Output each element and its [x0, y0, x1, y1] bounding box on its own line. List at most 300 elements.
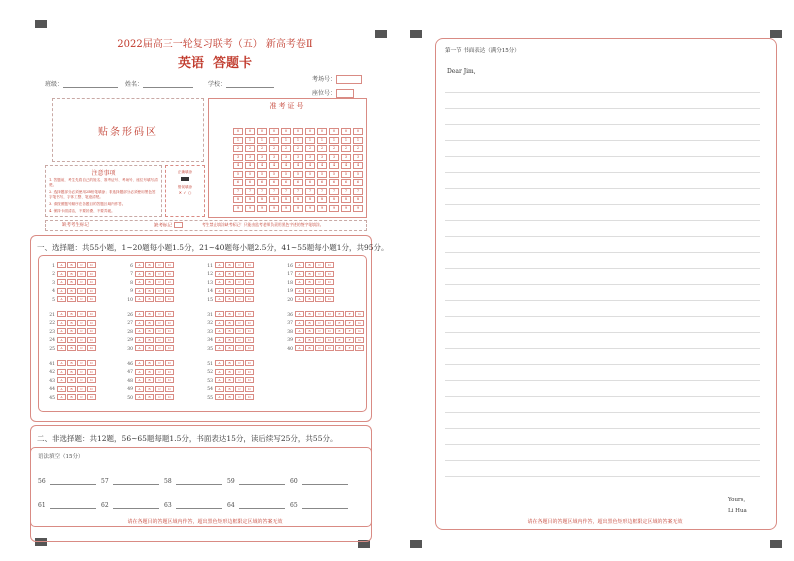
option-bubble[interactable]: A: [215, 296, 224, 302]
writing-line[interactable]: [445, 460, 760, 461]
ticket-digit-bubble[interactable]: 4: [341, 162, 351, 169]
option-bubble[interactable]: D: [165, 279, 174, 285]
option-bubble[interactable]: C: [155, 296, 164, 302]
option-bubble[interactable]: D: [325, 262, 334, 268]
option-bubble[interactable]: D: [165, 328, 174, 334]
writing-line[interactable]: [445, 252, 760, 253]
option-bubble[interactable]: D: [325, 311, 334, 317]
option-bubble[interactable]: F: [345, 328, 354, 334]
name-field[interactable]: [125, 79, 193, 88]
ticket-digit-bubble[interactable]: 2: [353, 145, 363, 152]
option-bubble[interactable]: D: [245, 369, 254, 375]
ticket-digit-bubble[interactable]: 7: [341, 188, 351, 195]
blank-answer-field[interactable]: [290, 477, 348, 485]
option-bubble[interactable]: A: [135, 262, 144, 268]
writing-line[interactable]: [445, 412, 760, 413]
option-bubble[interactable]: C: [315, 328, 324, 334]
option-bubble[interactable]: D: [165, 262, 174, 268]
ticket-digit-bubble[interactable]: 7: [257, 188, 267, 195]
option-bubble[interactable]: C: [77, 360, 86, 366]
writing-line[interactable]: [445, 92, 760, 93]
option-bubble[interactable]: C: [235, 271, 244, 277]
writing-line[interactable]: [445, 284, 760, 285]
ticket-digit-bubble[interactable]: 6: [245, 179, 255, 186]
writing-line[interactable]: [445, 396, 760, 397]
option-bubble[interactable]: B: [145, 377, 154, 383]
ticket-digit-bubble[interactable]: 4: [317, 162, 327, 169]
ticket-digit-bubble[interactable]: 7: [245, 188, 255, 195]
option-bubble[interactable]: C: [155, 377, 164, 383]
option-bubble[interactable]: A: [57, 328, 66, 334]
ticket-digit-bubble[interactable]: 8: [329, 196, 339, 203]
ticket-digit-bubble[interactable]: 8: [353, 196, 363, 203]
ticket-digit-bubble[interactable]: 7: [329, 188, 339, 195]
option-bubble[interactable]: D: [245, 345, 254, 351]
ticket-digit-bubble[interactable]: 0: [305, 128, 315, 135]
option-bubble[interactable]: C: [77, 386, 86, 392]
option-bubble[interactable]: B: [67, 296, 76, 302]
option-bubble[interactable]: B: [225, 320, 234, 326]
writing-line[interactable]: [445, 188, 760, 189]
ticket-digit-bubble[interactable]: 1: [293, 137, 303, 144]
option-bubble[interactable]: D: [325, 296, 334, 302]
option-bubble[interactable]: D: [87, 377, 96, 383]
writing-line[interactable]: [445, 300, 760, 301]
option-bubble[interactable]: C: [315, 337, 324, 343]
option-bubble[interactable]: C: [155, 369, 164, 375]
writing-line[interactable]: [445, 380, 760, 381]
option-bubble[interactable]: D: [87, 337, 96, 343]
writing-line[interactable]: [445, 428, 760, 429]
option-bubble[interactable]: A: [295, 311, 304, 317]
option-bubble[interactable]: C: [155, 279, 164, 285]
option-bubble[interactable]: A: [57, 394, 66, 400]
option-bubble[interactable]: A: [215, 345, 224, 351]
ticket-digit-bubble[interactable]: 3: [305, 154, 315, 161]
option-bubble[interactable]: D: [165, 386, 174, 392]
option-bubble[interactable]: C: [155, 337, 164, 343]
ticket-digit-bubble[interactable]: 0: [233, 128, 243, 135]
blank-answer-field[interactable]: [227, 477, 285, 485]
writing-line[interactable]: [445, 220, 760, 221]
option-bubble[interactable]: B: [67, 288, 76, 294]
option-bubble[interactable]: C: [315, 345, 324, 351]
ticket-digit-bubble[interactable]: 7: [317, 188, 327, 195]
writing-line[interactable]: [445, 476, 760, 477]
option-bubble[interactable]: B: [145, 345, 154, 351]
option-bubble[interactable]: C: [155, 360, 164, 366]
option-bubble[interactable]: A: [295, 288, 304, 294]
ticket-digit-bubble[interactable]: 7: [233, 188, 243, 195]
option-bubble[interactable]: B: [67, 394, 76, 400]
blank-answer-field[interactable]: [38, 477, 96, 485]
option-bubble[interactable]: D: [165, 296, 174, 302]
option-bubble[interactable]: E: [335, 345, 344, 351]
option-bubble[interactable]: A: [135, 369, 144, 375]
option-bubble[interactable]: A: [135, 279, 144, 285]
ticket-digit-bubble[interactable]: 0: [317, 128, 327, 135]
option-bubble[interactable]: E: [335, 337, 344, 343]
option-bubble[interactable]: D: [325, 337, 334, 343]
option-bubble[interactable]: F: [345, 337, 354, 343]
blank-answer-field[interactable]: [290, 501, 348, 509]
option-bubble[interactable]: A: [215, 271, 224, 277]
option-bubble[interactable]: B: [225, 360, 234, 366]
option-bubble[interactable]: B: [225, 311, 234, 317]
ticket-digit-bubble[interactable]: 7: [305, 188, 315, 195]
exam-room-field[interactable]: [312, 74, 362, 84]
ticket-digit-bubble[interactable]: 9: [257, 205, 267, 212]
option-bubble[interactable]: C: [315, 320, 324, 326]
class-field[interactable]: [45, 79, 118, 88]
ticket-digit-bubble[interactable]: 1: [341, 137, 351, 144]
blank-answer-field[interactable]: [38, 501, 96, 509]
ticket-digit-bubble[interactable]: 0: [269, 128, 279, 135]
option-bubble[interactable]: A: [295, 279, 304, 285]
blank-answer-field[interactable]: [101, 477, 159, 485]
option-bubble[interactable]: C: [77, 320, 86, 326]
ticket-digit-bubble[interactable]: 6: [269, 179, 279, 186]
ticket-digit-bubble[interactable]: 4: [269, 162, 279, 169]
option-bubble[interactable]: A: [295, 262, 304, 268]
ticket-digit-bubble[interactable]: 5: [269, 171, 279, 178]
writing-line[interactable]: [445, 204, 760, 205]
option-bubble[interactable]: G: [355, 328, 364, 334]
option-bubble[interactable]: E: [335, 311, 344, 317]
option-bubble[interactable]: C: [155, 311, 164, 317]
ticket-digit-bubble[interactable]: 5: [245, 171, 255, 178]
ticket-digit-bubble[interactable]: 6: [233, 179, 243, 186]
option-bubble[interactable]: D: [87, 386, 96, 392]
option-bubble[interactable]: B: [67, 377, 76, 383]
option-bubble[interactable]: C: [235, 279, 244, 285]
writing-line[interactable]: [445, 348, 760, 349]
option-bubble[interactable]: C: [235, 296, 244, 302]
option-bubble[interactable]: A: [215, 288, 224, 294]
ticket-digit-bubble[interactable]: 9: [341, 205, 351, 212]
ticket-digit-bubble[interactable]: 9: [305, 205, 315, 212]
option-bubble[interactable]: B: [305, 271, 314, 277]
ticket-digit-bubble[interactable]: 4: [257, 162, 267, 169]
seat-number-field[interactable]: [312, 88, 354, 98]
option-bubble[interactable]: B: [305, 296, 314, 302]
option-bubble[interactable]: B: [145, 360, 154, 366]
option-bubble[interactable]: B: [225, 369, 234, 375]
option-bubble[interactable]: C: [77, 328, 86, 334]
option-bubble[interactable]: G: [355, 311, 364, 317]
option-bubble[interactable]: C: [235, 377, 244, 383]
option-bubble[interactable]: C: [315, 288, 324, 294]
ticket-digit-bubble[interactable]: 2: [329, 145, 339, 152]
ticket-digit-bubble[interactable]: 8: [293, 196, 303, 203]
option-bubble[interactable]: C: [77, 311, 86, 317]
option-bubble[interactable]: D: [325, 345, 334, 351]
ticket-digit-bubble[interactable]: 0: [341, 128, 351, 135]
option-bubble[interactable]: C: [77, 345, 86, 351]
option-bubble[interactable]: B: [145, 279, 154, 285]
ticket-digit-bubble[interactable]: 9: [233, 205, 243, 212]
option-bubble[interactable]: D: [87, 394, 96, 400]
option-bubble[interactable]: B: [145, 320, 154, 326]
option-bubble[interactable]: G: [355, 337, 364, 343]
option-bubble[interactable]: E: [335, 328, 344, 334]
option-bubble[interactable]: D: [87, 369, 96, 375]
ticket-digit-bubble[interactable]: 4: [329, 162, 339, 169]
ticket-digit-bubble[interactable]: 8: [233, 196, 243, 203]
ticket-digit-bubble[interactable]: 5: [293, 171, 303, 178]
option-bubble[interactable]: A: [57, 360, 66, 366]
option-bubble[interactable]: B: [145, 296, 154, 302]
option-bubble[interactable]: D: [245, 360, 254, 366]
option-bubble[interactable]: F: [345, 311, 354, 317]
option-bubble[interactable]: A: [215, 311, 224, 317]
option-bubble[interactable]: C: [155, 345, 164, 351]
ticket-digit-bubble[interactable]: 2: [317, 145, 327, 152]
ticket-digit-bubble[interactable]: 8: [269, 196, 279, 203]
ticket-digit-bubble[interactable]: 9: [329, 205, 339, 212]
ticket-digit-bubble[interactable]: 2: [305, 145, 315, 152]
option-bubble[interactable]: A: [57, 386, 66, 392]
option-bubble[interactable]: B: [67, 279, 76, 285]
option-bubble[interactable]: A: [215, 386, 224, 392]
option-bubble[interactable]: A: [135, 394, 144, 400]
option-bubble[interactable]: D: [245, 279, 254, 285]
option-bubble[interactable]: B: [145, 288, 154, 294]
option-bubble[interactable]: B: [145, 311, 154, 317]
option-bubble[interactable]: A: [215, 320, 224, 326]
option-bubble[interactable]: D: [245, 377, 254, 383]
ticket-digit-bubble[interactable]: 3: [245, 154, 255, 161]
option-bubble[interactable]: D: [87, 288, 96, 294]
option-bubble[interactable]: B: [225, 279, 234, 285]
option-bubble[interactable]: B: [305, 288, 314, 294]
option-bubble[interactable]: C: [155, 320, 164, 326]
ticket-digit-bubble[interactable]: 6: [353, 179, 363, 186]
option-bubble[interactable]: A: [295, 345, 304, 351]
option-bubble[interactable]: B: [225, 337, 234, 343]
option-bubble[interactable]: B: [305, 328, 314, 334]
option-bubble[interactable]: A: [57, 311, 66, 317]
option-bubble[interactable]: B: [225, 377, 234, 383]
ticket-digit-bubble[interactable]: 1: [245, 137, 255, 144]
option-bubble[interactable]: B: [225, 271, 234, 277]
ticket-digit-bubble[interactable]: 0: [245, 128, 255, 135]
option-bubble[interactable]: A: [295, 337, 304, 343]
ticket-digit-bubble[interactable]: 1: [257, 137, 267, 144]
option-bubble[interactable]: D: [245, 337, 254, 343]
option-bubble[interactable]: E: [335, 320, 344, 326]
ticket-digit-bubble[interactable]: 2: [257, 145, 267, 152]
ticket-digit-bubble[interactable]: 1: [269, 137, 279, 144]
blank-answer-field[interactable]: [227, 501, 285, 509]
writing-line[interactable]: [445, 364, 760, 365]
option-bubble[interactable]: C: [235, 345, 244, 351]
option-bubble[interactable]: D: [165, 311, 174, 317]
option-bubble[interactable]: A: [215, 394, 224, 400]
option-bubble[interactable]: A: [215, 279, 224, 285]
option-bubble[interactable]: B: [145, 369, 154, 375]
option-bubble[interactable]: B: [67, 262, 76, 268]
ticket-digit-bubble[interactable]: 0: [257, 128, 267, 135]
option-bubble[interactable]: A: [135, 288, 144, 294]
option-bubble[interactable]: A: [135, 337, 144, 343]
option-bubble[interactable]: D: [245, 320, 254, 326]
option-bubble[interactable]: B: [225, 394, 234, 400]
ticket-digit-bubble[interactable]: 3: [341, 154, 351, 161]
option-bubble[interactable]: A: [135, 320, 144, 326]
option-bubble[interactable]: C: [235, 288, 244, 294]
option-bubble[interactable]: B: [67, 386, 76, 392]
writing-line[interactable]: [445, 172, 760, 173]
ticket-digit-bubble[interactable]: 6: [305, 179, 315, 186]
option-bubble[interactable]: G: [355, 345, 364, 351]
option-bubble[interactable]: B: [145, 328, 154, 334]
option-bubble[interactable]: D: [165, 320, 174, 326]
ticket-digit-bubble[interactable]: 5: [341, 171, 351, 178]
option-bubble[interactable]: D: [245, 271, 254, 277]
ticket-digit-bubble[interactable]: 5: [305, 171, 315, 178]
writing-line[interactable]: [445, 332, 760, 333]
option-bubble[interactable]: D: [165, 288, 174, 294]
option-bubble[interactable]: A: [57, 377, 66, 383]
ticket-digit-bubble[interactable]: 2: [233, 145, 243, 152]
option-bubble[interactable]: C: [315, 279, 324, 285]
option-bubble[interactable]: C: [155, 394, 164, 400]
option-bubble[interactable]: C: [77, 377, 86, 383]
ticket-digit-bubble[interactable]: 3: [233, 154, 243, 161]
option-bubble[interactable]: B: [225, 296, 234, 302]
option-bubble[interactable]: D: [245, 311, 254, 317]
option-bubble[interactable]: B: [305, 337, 314, 343]
option-bubble[interactable]: D: [165, 377, 174, 383]
ticket-digit-bubble[interactable]: 4: [305, 162, 315, 169]
option-bubble[interactable]: B: [305, 279, 314, 285]
ticket-digit-bubble[interactable]: 6: [329, 179, 339, 186]
option-bubble[interactable]: D: [165, 369, 174, 375]
option-bubble[interactable]: C: [315, 262, 324, 268]
ticket-digit-bubble[interactable]: 6: [257, 179, 267, 186]
option-bubble[interactable]: B: [145, 394, 154, 400]
ticket-digit-bubble[interactable]: 3: [329, 154, 339, 161]
option-bubble[interactable]: A: [57, 320, 66, 326]
option-bubble[interactable]: D: [87, 279, 96, 285]
ticket-digit-bubble[interactable]: 0: [281, 128, 291, 135]
ticket-digit-bubble[interactable]: 7: [353, 188, 363, 195]
blank-answer-field[interactable]: [164, 501, 222, 509]
ticket-digit-bubble[interactable]: 1: [317, 137, 327, 144]
option-bubble[interactable]: C: [155, 288, 164, 294]
ticket-digit-bubble[interactable]: 2: [269, 145, 279, 152]
ticket-digit-bubble[interactable]: 5: [233, 171, 243, 178]
ticket-digit-bubble[interactable]: 1: [329, 137, 339, 144]
option-bubble[interactable]: D: [87, 345, 96, 351]
option-bubble[interactable]: F: [345, 320, 354, 326]
option-bubble[interactable]: A: [57, 337, 66, 343]
ticket-digit-bubble[interactable]: 7: [269, 188, 279, 195]
option-bubble[interactable]: A: [57, 345, 66, 351]
option-bubble[interactable]: C: [235, 386, 244, 392]
ticket-digit-bubble[interactable]: 0: [329, 128, 339, 135]
ticket-digit-bubble[interactable]: 3: [353, 154, 363, 161]
option-bubble[interactable]: A: [57, 271, 66, 277]
option-bubble[interactable]: D: [165, 337, 174, 343]
option-bubble[interactable]: B: [305, 320, 314, 326]
option-bubble[interactable]: A: [57, 279, 66, 285]
option-bubble[interactable]: A: [215, 377, 224, 383]
ticket-digit-bubble[interactable]: 0: [353, 128, 363, 135]
option-bubble[interactable]: B: [145, 337, 154, 343]
ticket-digit-bubble[interactable]: 6: [341, 179, 351, 186]
ticket-digit-bubble[interactable]: 8: [257, 196, 267, 203]
option-bubble[interactable]: A: [135, 296, 144, 302]
ticket-digit-bubble[interactable]: 1: [233, 137, 243, 144]
option-bubble[interactable]: A: [135, 386, 144, 392]
blank-answer-field[interactable]: [164, 477, 222, 485]
option-bubble[interactable]: D: [245, 262, 254, 268]
option-bubble[interactable]: A: [135, 377, 144, 383]
option-bubble[interactable]: A: [57, 288, 66, 294]
option-bubble[interactable]: D: [325, 279, 334, 285]
option-bubble[interactable]: D: [165, 394, 174, 400]
option-bubble[interactable]: D: [245, 288, 254, 294]
ticket-digit-bubble[interactable]: 9: [269, 205, 279, 212]
option-bubble[interactable]: D: [165, 360, 174, 366]
option-bubble[interactable]: D: [325, 288, 334, 294]
ticket-digit-bubble[interactable]: 3: [293, 154, 303, 161]
option-bubble[interactable]: C: [235, 394, 244, 400]
option-bubble[interactable]: D: [87, 328, 96, 334]
ticket-digit-bubble[interactable]: 8: [281, 196, 291, 203]
ticket-digit-bubble[interactable]: 6: [293, 179, 303, 186]
option-bubble[interactable]: B: [67, 369, 76, 375]
option-bubble[interactable]: C: [235, 311, 244, 317]
ticket-digit-bubble[interactable]: 1: [305, 137, 315, 144]
option-bubble[interactable]: A: [215, 262, 224, 268]
ticket-digit-bubble[interactable]: 0: [293, 128, 303, 135]
ticket-digit-bubble[interactable]: 4: [245, 162, 255, 169]
option-bubble[interactable]: C: [77, 271, 86, 277]
ticket-digit-bubble[interactable]: 3: [317, 154, 327, 161]
option-bubble[interactable]: B: [225, 262, 234, 268]
option-bubble[interactable]: B: [225, 288, 234, 294]
ticket-digit-bubble[interactable]: 8: [305, 196, 315, 203]
writing-line[interactable]: [445, 108, 760, 109]
writing-line[interactable]: [445, 444, 760, 445]
option-bubble[interactable]: D: [245, 386, 254, 392]
option-bubble[interactable]: A: [295, 296, 304, 302]
option-bubble[interactable]: D: [87, 360, 96, 366]
option-bubble[interactable]: C: [155, 386, 164, 392]
writing-line[interactable]: [445, 316, 760, 317]
ticket-digit-bubble[interactable]: 7: [293, 188, 303, 195]
ticket-digit-bubble[interactable]: 3: [281, 154, 291, 161]
option-bubble[interactable]: D: [87, 271, 96, 277]
option-bubble[interactable]: B: [67, 328, 76, 334]
option-bubble[interactable]: A: [295, 320, 304, 326]
option-bubble[interactable]: B: [305, 311, 314, 317]
option-bubble[interactable]: B: [305, 345, 314, 351]
ticket-digit-bubble[interactable]: 2: [341, 145, 351, 152]
option-bubble[interactable]: A: [57, 369, 66, 375]
option-bubble[interactable]: D: [87, 311, 96, 317]
option-bubble[interactable]: B: [145, 271, 154, 277]
option-bubble[interactable]: D: [87, 296, 96, 302]
option-bubble[interactable]: C: [77, 279, 86, 285]
ticket-digit-bubble[interactable]: 9: [353, 205, 363, 212]
option-bubble[interactable]: C: [235, 337, 244, 343]
ticket-digit-bubble[interactable]: 4: [233, 162, 243, 169]
absent-mark-box[interactable]: [174, 222, 183, 228]
